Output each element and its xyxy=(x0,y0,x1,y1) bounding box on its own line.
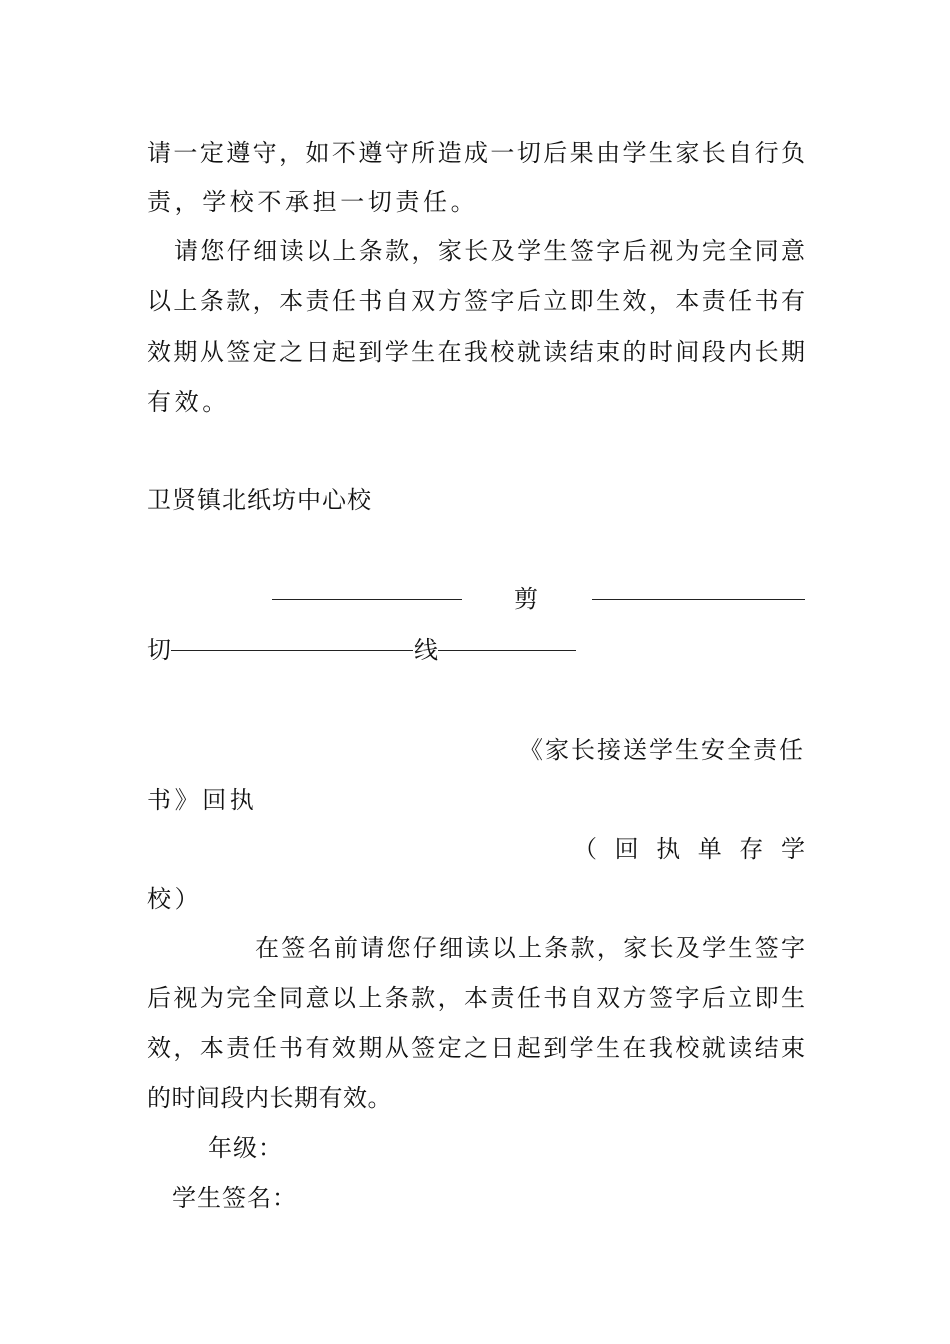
receipt-title: 书》回执 xyxy=(147,786,258,814)
body-text-line: 效期从签定之日起到学生在我校就读结束的时间段内长期 xyxy=(147,338,805,366)
student-signature-label: 学生签名： xyxy=(172,1184,297,1212)
receipt-note-char: 存 xyxy=(739,835,764,863)
receipt-title: 《家长接送学生安全责任 xyxy=(519,736,805,764)
cut-dash xyxy=(592,599,805,600)
body-text-line: 效，本责任书有效期从签定之日起到学生在我校就读结束 xyxy=(147,1034,805,1062)
school-name: 卫贤镇北纸坊中心校 xyxy=(147,486,372,514)
body-text-line: 的时间段内长期有效。 xyxy=(147,1084,392,1112)
receipt-note-char: （ xyxy=(573,835,597,863)
receipt-note-char: 学 xyxy=(780,835,805,863)
body-text-line: 请您仔细读以上条款，家长及学生签字后视为完全同意 xyxy=(174,237,805,265)
receipt-note-char: 执 xyxy=(656,835,681,863)
receipt-note: 校） xyxy=(147,885,203,913)
body-text-line: 请一定遵守，如不遵守所造成一切后果由学生家长自行负 xyxy=(147,139,805,167)
body-text-line: 后视为完全同意以上条款，本责任书自双方签字后立即生 xyxy=(147,984,805,1012)
receipt-note-char: 回 xyxy=(614,835,639,863)
cut-line-label: 剪 xyxy=(514,585,538,613)
cut-dash xyxy=(171,650,413,651)
body-text-line: 以上条款，本责任书自双方签字后立即生效，本责任书有 xyxy=(147,287,805,315)
cut-dash xyxy=(438,650,576,651)
body-text-line: 有效。 xyxy=(147,388,230,416)
grade-label: 年级： xyxy=(208,1134,283,1162)
cut-line-label: 线 xyxy=(414,636,438,664)
cut-line-label: 切 xyxy=(147,636,171,664)
receipt-note xyxy=(573,833,805,865)
cut-dash xyxy=(272,599,462,600)
receipt-note-char: 单 xyxy=(697,835,722,863)
body-text-line: 责，学校不承担一切责任。 xyxy=(147,188,479,216)
body-text-line: 在签名前请您仔细读以上条款，家长及学生签字 xyxy=(255,934,805,962)
